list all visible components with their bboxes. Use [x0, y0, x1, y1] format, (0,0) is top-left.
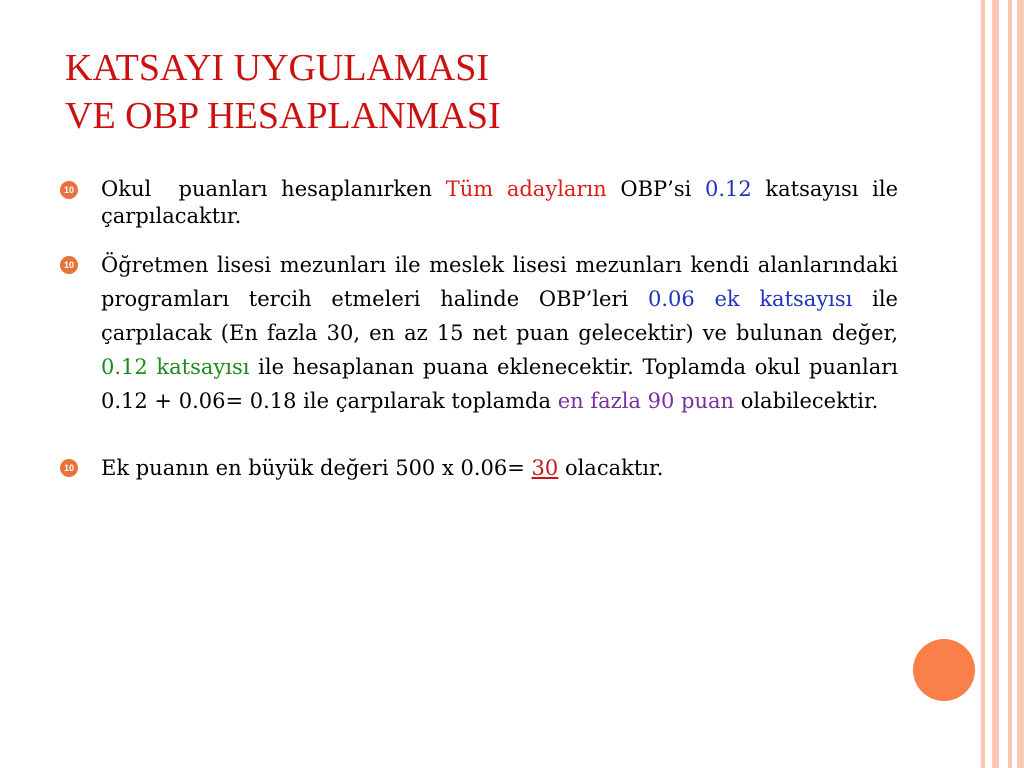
bullet-text-segment: olabilecektir. [734, 389, 879, 413]
bullet-item [60, 248, 905, 418]
bullet-item [60, 454, 898, 482]
bullet-text [101, 248, 905, 418]
slide-title-line-2: VE OBP HESAPLANMASI [65, 95, 501, 137]
bullet-text-segment: Tüm adayların [445, 177, 607, 201]
bullet-text-segment: Öğretmen lisesi mezunları ile meslek lisesi mezunları kendi alanlarındaki programları tercih etmeleri halinde OBP’leri [101, 253, 905, 311]
bullet-text-segment: 30 [531, 456, 559, 480]
bullet-text [101, 176, 905, 230]
slide-title [65, 44, 905, 140]
circled-ten-bullet-icon: 10 [60, 459, 78, 477]
circled-ten-bullet-icon: 10 [60, 256, 78, 274]
accent-circle [913, 639, 975, 701]
bullet-text-segment: 0.12 katsayısı [101, 355, 250, 379]
decorative-stripe [1008, 0, 1012, 768]
bullet-text [101, 454, 898, 482]
bullet-text-segment: ile çarpılacak (En fazla 30, en az 15 net puan gelecektir) ve bulunan değer, [101, 287, 905, 345]
decorative-stripe [992, 0, 999, 768]
bullet-list [60, 176, 905, 482]
bullet-text-segment: katsayısı ile çarpılacaktır. [101, 177, 905, 228]
bullet-text-segment: olacaktır. [558, 456, 664, 480]
bullet-text-segment: 0.12 [705, 177, 752, 201]
decorative-stripe [1017, 0, 1024, 768]
bullet-item [60, 176, 905, 230]
bullet-text-segment: Ek puanın en büyük değeri 500 x 0.06= [101, 456, 532, 480]
bullet-text-segment: Okul puanları hesaplanırken [101, 177, 446, 201]
decorative-stripe [981, 0, 985, 768]
bullet-text-segment: 0.06 ek katsayısı [647, 287, 853, 311]
bullet-text-segment: ile hesaplanan puana eklenecektir. Toplamda okul puanları 0.12 + 0.06= 0.18 ile çarpılarak toplamda [101, 355, 905, 413]
bullet-text-segment: OBP’si [606, 177, 705, 201]
slide-title-line-1: KATSAYI UYGULAMASI [65, 47, 490, 89]
circled-ten-bullet-icon: 10 [60, 181, 78, 199]
bullet-text-segment: en fazla 90 puan [557, 389, 735, 413]
